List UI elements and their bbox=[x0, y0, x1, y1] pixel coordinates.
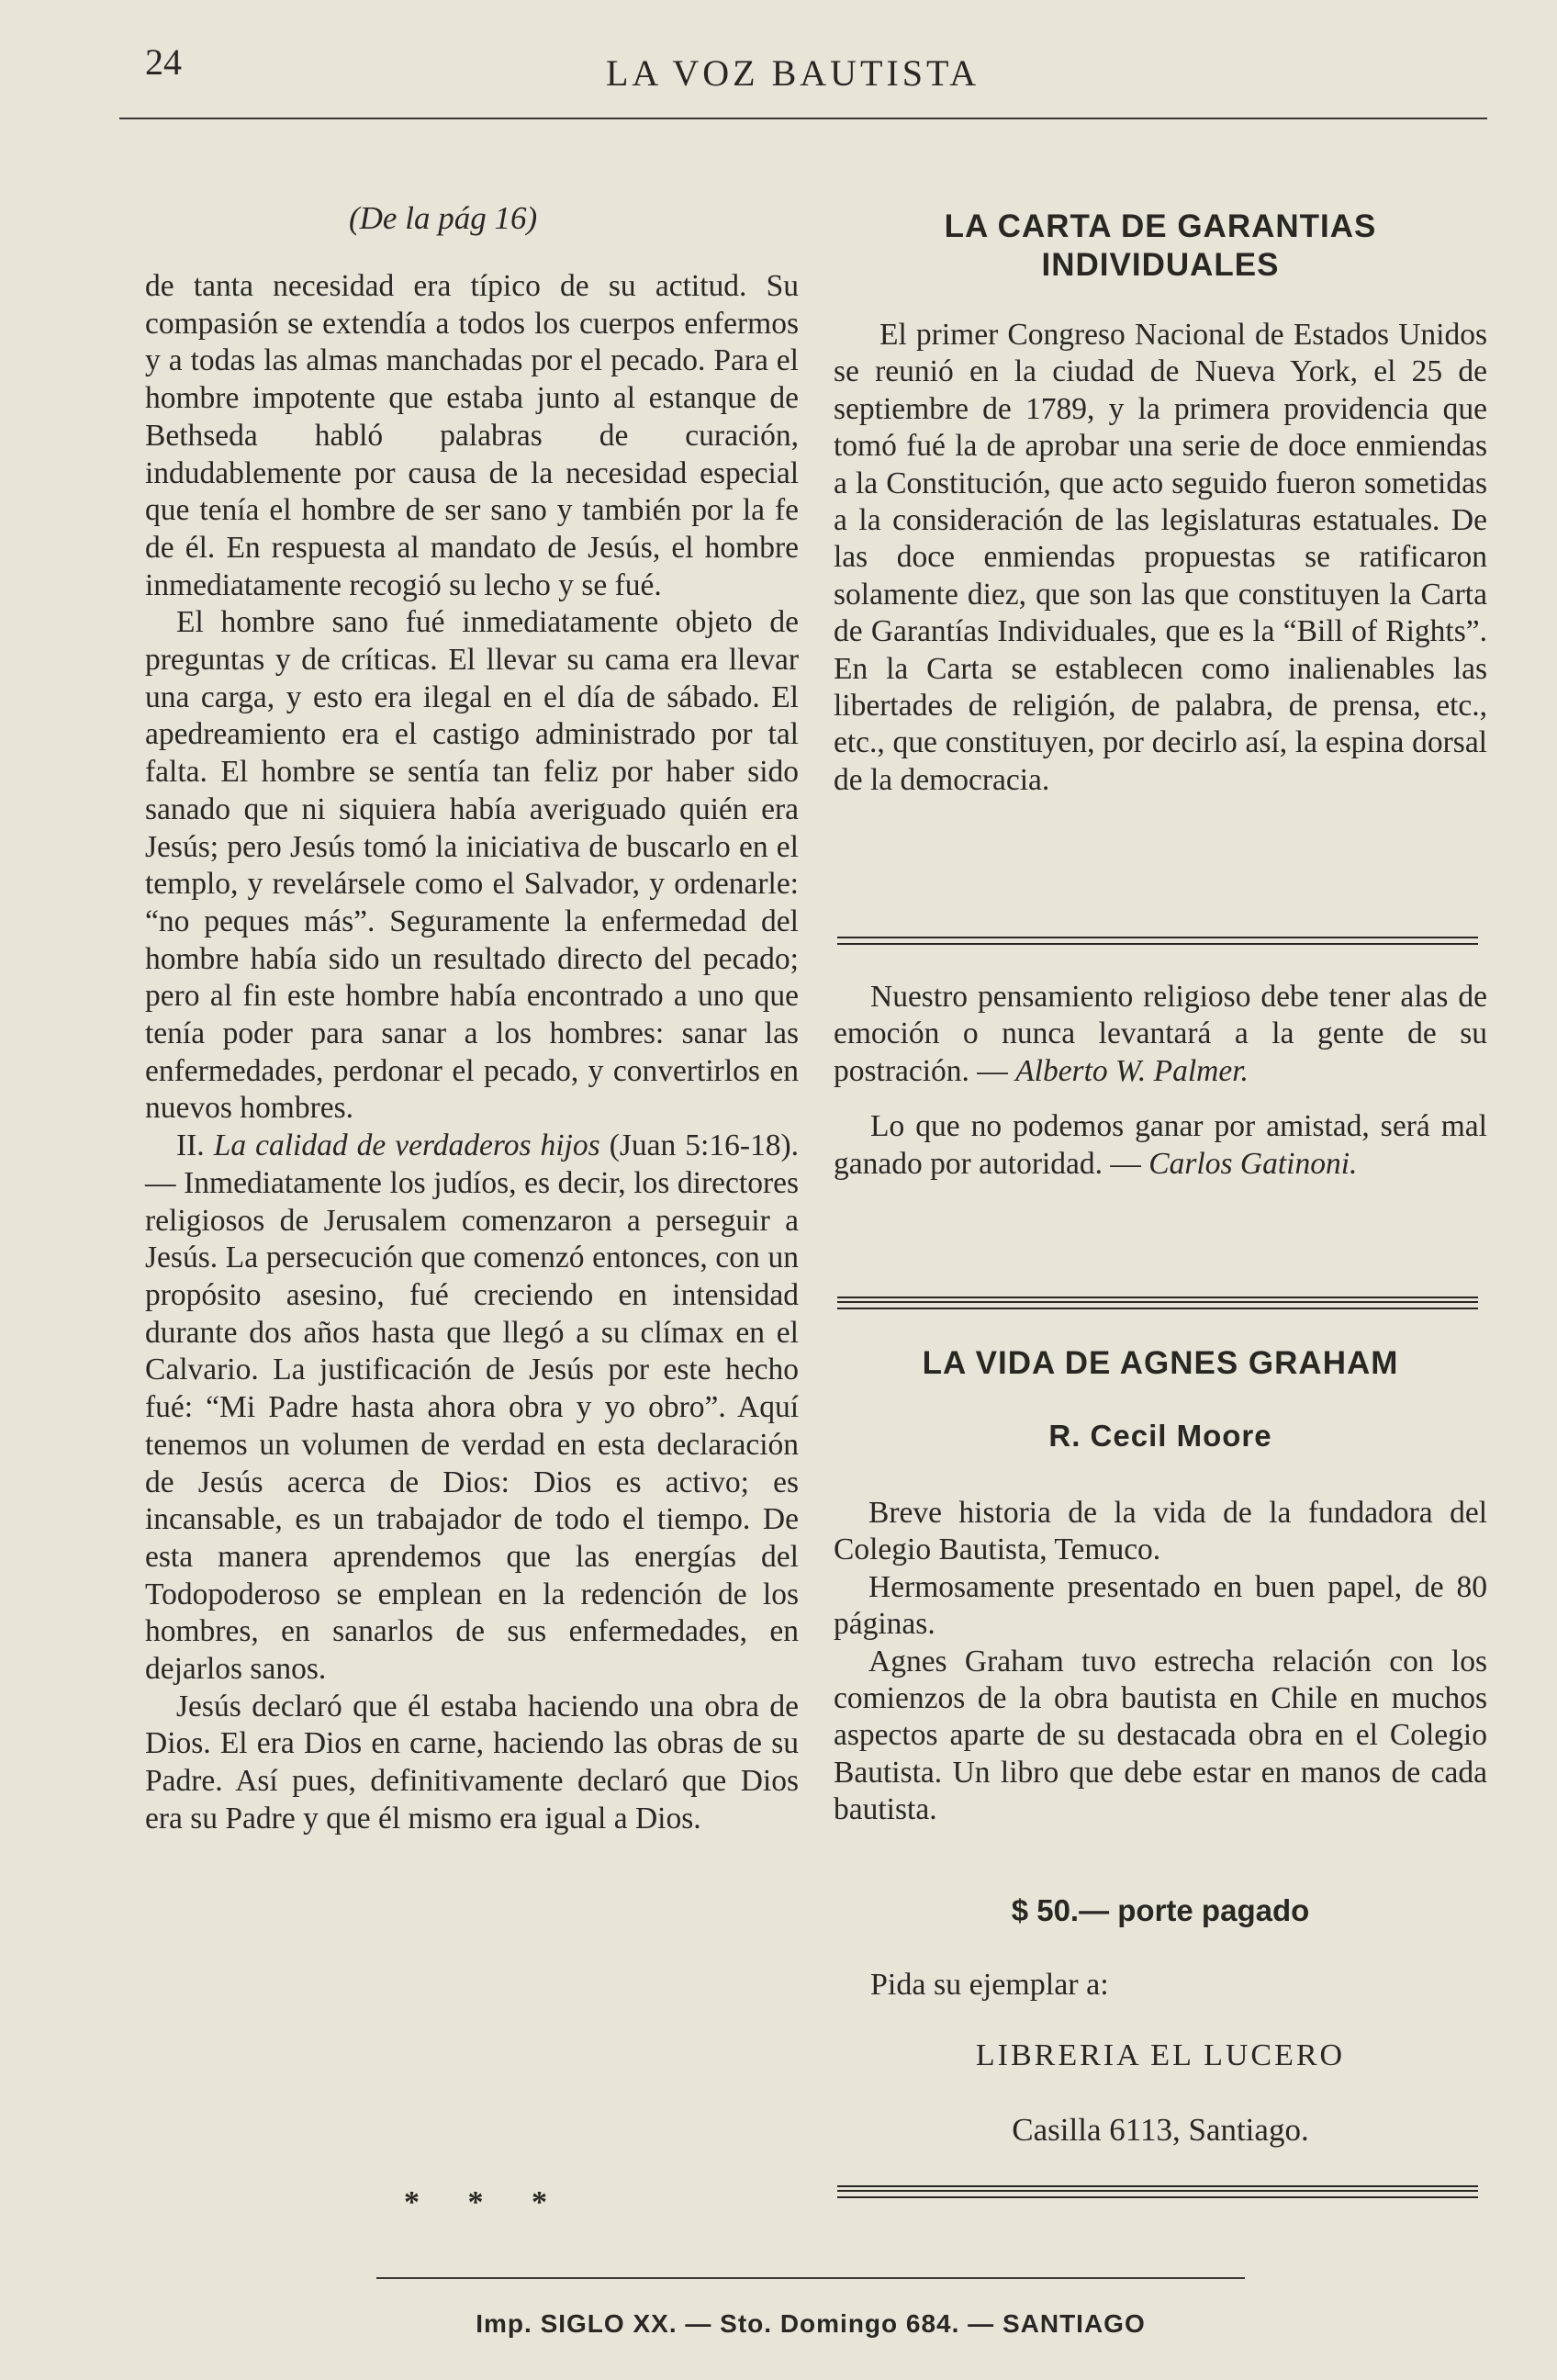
section-paragraph bbox=[145, 1128, 799, 1689]
quote bbox=[834, 979, 1487, 1090]
order-instruction: Pida su ejemplar a: bbox=[870, 1968, 1109, 2002]
book-price: $ 50.— porte pagado bbox=[1011, 1893, 1310, 1927]
paragraph: Jesús declaró que él estaba haciendo una obra de Dios. El era Dios en carne, haciendo las obras de su Padre. Así pues, definitivamente declaró que Dios era su Padre y que él mismo era igual a Dios. bbox=[145, 1689, 799, 1836]
book-paragraph: Agnes Graham tuvo estrecha relación con los comienzos de la obra bautista en Chile en muchos aspectos aparte de su destacada obra en el Colegio Bautista. Un libro que debe estar en manos de cada bautista. bbox=[834, 1644, 1487, 1827]
paragraph: El hombre sano fué inmediatamente objeto de preguntas y de críticas. El llevar su cama era llevar una carga, y esto era ilegal en el día de sábado. El apedreamiento era el castigo administrado por tal falta. El hombre se sentía tan feliz por haber sido sanado que ni siquiera había averiguado quién era Jesús; pero Jesús tomó la iniciativa de buscarlo en el templo, y revelársele como el Salvador, y ordenarle: “no peques más”. Seguramente la enfermedad del hombre había sido un resultado directo del pecado; pero al fin este hombre había encontrado a uno que tenía poder para sanar a los hombres: sanar las enfermedades, perdonar el pecado, y convertirlos en nuevos hombres. bbox=[145, 605, 799, 1126]
book-title: LA VIDA DE AGNES GRAHAM bbox=[922, 1345, 1399, 1381]
triple-rule bbox=[837, 1297, 1478, 1309]
section-heading: La calidad de verdaderos hijos bbox=[213, 1128, 600, 1163]
article-paragraph: El primer Congreso Nacional de Estados Unidos se reunió en la ciudad de Nueva York, el 25 de septiembre de 1789, y la primera providencia que tomó fué la de aprobar una serie de doce enmiendas a la Constitución, que acto seguido fueron sometidas a la consideración de las legislaturas estatuales. De las doce enmiendas propuestas se ratificaron solamente diez, que son las que constituyen la Carta de Garantías Individuales, que es la “Bill of Rights”. En la Carta se establecen como inalienables las libertades de religión, de palabra, de prensa, etc., etc., que constituyen, por decirlo así, la espina dorsal de la democracia. bbox=[834, 318, 1487, 797]
section-text: Inmediatamente los judíos, es decir, los directores religiosos de Jerusalem comenzaron a perseguir a Jesús. La persecución que comenzó entonces, con un propósito asesino, fué creciendo en intensidad durante dos años hasta que llegó a su clímax en el Calvario. La justificación de Jesús por este hecho fué: “Mi Padre hasta ahora obra y yo obro”. Aquí tenemos un volumen de verdad en esta declaración de Jesús acerca de Dios: Dios es activo; es incansable, es un trabajador de todo el tiempo. De esta manera aprendemos que las energías del Todopoderoso se emplean en la redención de los hombres, en sanarlos de sus enfermedades, en dejarlos sanos. bbox=[145, 1165, 800, 1687]
quote-text: Lo que no podemos ganar por amistad, será mal ganado por autoridad. — bbox=[834, 1109, 1487, 1181]
article-title: LA CARTA DE GARANTIAS INDIVIDUALES bbox=[944, 208, 1377, 283]
store-name: LIBRERIA EL LUCERO bbox=[975, 2038, 1346, 2072]
running-title: LA VOZ BAUTISTA bbox=[606, 52, 980, 94]
section-citation: (Juan 5:16-18). — bbox=[145, 1128, 800, 1200]
book-paragraph: Breve historia de la vida de la fundadora del Colegio Bautista, Temuco. bbox=[834, 1496, 1487, 1567]
header-rule bbox=[119, 118, 1487, 119]
book-author: R. Cecil Moore bbox=[1048, 1419, 1272, 1453]
quote bbox=[834, 1108, 1487, 1183]
store-address: Casilla 6113, Santiago. bbox=[1012, 2112, 1309, 2148]
quotes-block bbox=[834, 979, 1487, 1201]
quote-text: Nuestro pensamiento religioso debe tener alas de emoción o nunca levantará a la gente de su postración. — bbox=[834, 980, 1487, 1088]
section-number: II. bbox=[176, 1128, 205, 1163]
quote-author: Carlos Gatinoni. bbox=[1148, 1146, 1358, 1181]
left-column-text bbox=[145, 268, 799, 1838]
quote-author: Alberto W. Palmer. bbox=[1015, 1053, 1249, 1088]
paragraph: de tanta necesidad era típico de su actitud. Su compasión se extendía a todos los cuerpos enfermos y a todas las almas manchadas por el pecado. Para el hombre impotente que estaba junto al estanque de Bethseda habló palabras de curación, indudablemente por causa de la necesidad especial que tenía el hombre de ser sano y también por la fe de él. En respuesta al mandato de Jesús, el hombre inmediatamente recogió su lecho y se fué. bbox=[145, 269, 799, 602]
footer-rule bbox=[376, 2277, 1245, 2279]
section-separator: * * * bbox=[404, 2185, 567, 2219]
book-description bbox=[834, 1495, 1487, 1829]
book-paragraph: Hermosamente presentado en buen papel, de 80 páginas. bbox=[834, 1569, 1487, 1642]
imprint-line: Imp. SIGLO XX. — Sto. Domingo 684. — SANTIAGO bbox=[476, 2309, 1146, 2338]
article-body bbox=[834, 317, 1487, 799]
double-rule bbox=[837, 937, 1478, 945]
triple-rule bbox=[837, 2185, 1478, 2198]
page-number: 24 bbox=[145, 41, 182, 83]
continued-note: (De la pág 16) bbox=[349, 200, 538, 236]
